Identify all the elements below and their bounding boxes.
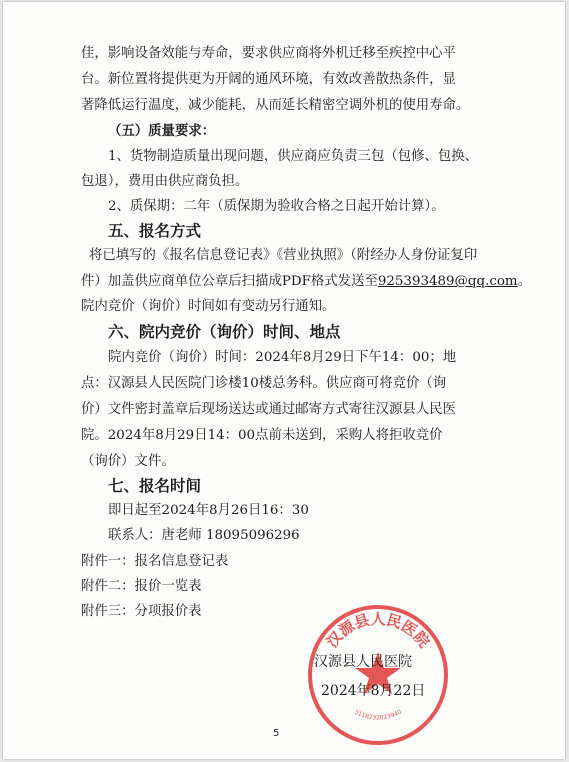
seal-text: 汉源县人民医院: [322, 610, 434, 652]
section-heading: 五、报名方式: [108, 222, 202, 240]
page-number: 5: [273, 728, 280, 739]
body-line: 院内竞价（询价）时间如有变动另行通知。: [81, 299, 336, 314]
seal-serial: 5118232023940: [353, 708, 403, 722]
section-heading: 六、院内竞价（询价）时间、地点: [108, 323, 341, 341]
body-line: 院。2024年8月29日14：00点前未送到，采购人将拒收竞价: [81, 428, 443, 443]
signature-org: 汉源县人民医院: [314, 654, 412, 670]
body-line: [81, 273, 531, 291]
body-line: （询价）文件。: [81, 454, 175, 469]
signature-date: 2024年8月22日: [321, 683, 426, 699]
svg-text:5118232023940: [353, 709, 403, 722]
body-line: 即日起至2024年8月26日16：30: [108, 503, 309, 518]
body-line: 价）文件密封盖章后现场送达或通过邮寄方式寄往汉源县人民医: [81, 402, 456, 417]
attachment-item: 附件一：报名信息登记表: [81, 554, 229, 569]
body-line: 著降低运行温度，减少能耗，从而延长精密空调外机的使用寿命。: [81, 98, 470, 113]
subsection-heading: （五）质量要求：: [108, 123, 216, 139]
body-line: 将已填写的《报名信息登记表》《营业执照》（附经办人身份证复印: [89, 248, 478, 263]
body-line: 包退），费用由供应商负担。: [81, 174, 249, 189]
body-line: 院内竞价（询价）时间：2024年8月29日下午14：00；地: [108, 350, 457, 365]
email-link[interactable]: 925393489@qq.com: [377, 274, 518, 289]
body-line: 佳，影响设备效能与寿命，要求供应商将外机迁移至疾控中心平: [81, 46, 456, 61]
body-line: 1、货物制造质量出现问题，供应商应负责三包（包修、包换、: [108, 149, 479, 164]
attachment-item: 附件二：报价一览表: [81, 579, 202, 594]
body-line: 台。新位置将提供更为开阔的通风环境，有效改善散热条件，显: [81, 72, 456, 87]
document-page: [3, 2, 565, 759]
body-text: 。: [517, 274, 531, 289]
official-seal-icon: [303, 600, 453, 750]
contact-line: 联系人：唐老师 18095096296: [108, 528, 300, 543]
body-text: 件）加盖供应商单位公章后扫描成PDF格式发送至: [81, 274, 378, 289]
section-heading: 七、报名时间: [108, 477, 202, 495]
svg-text:汉源县人民医院: [323, 610, 433, 651]
body-line: 2、质保期：二年（质保期为验收合格之日起开始计算）。: [108, 199, 445, 214]
body-line: 点：汉源县人民医院门诊楼10楼总务科。供应商可将竞价（询: [81, 376, 447, 391]
attachment-item: 附件三：分项报价表: [81, 604, 202, 619]
